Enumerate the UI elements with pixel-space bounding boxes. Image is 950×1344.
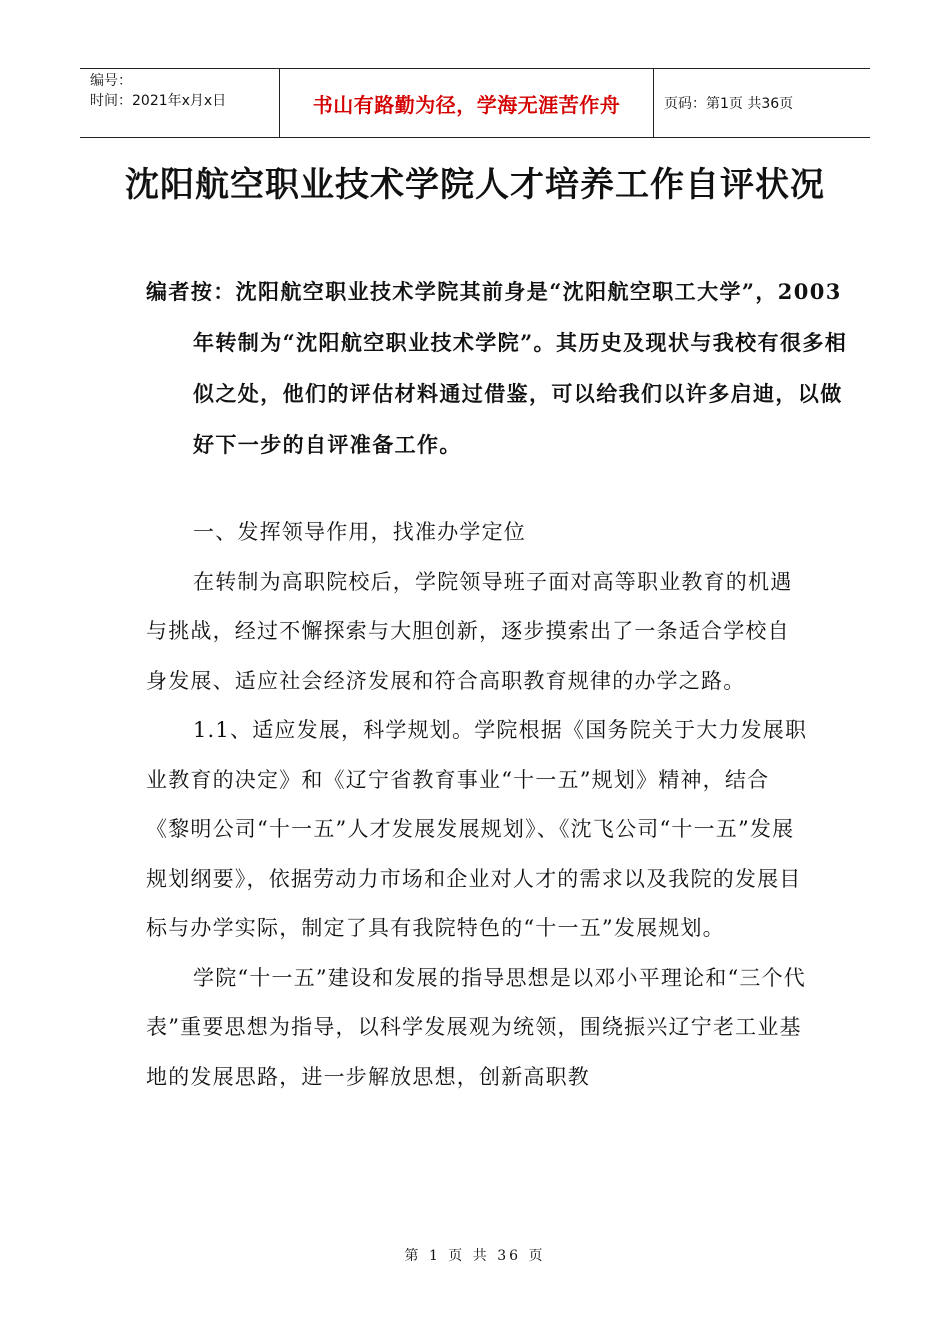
header-motto: 书山有路勤为径，学海无涯苦作舟 [280,69,654,137]
document-header [80,68,870,138]
header-meta [80,69,280,137]
number-label: 编号： [90,73,132,89]
page-footer: 第 1 页 共 36 页 [404,1248,546,1264]
section-1 [146,508,808,1102]
paragraph: 1.1、适应发展，科学规划。学院根据《国务院关于大力发展职业教育的决定》和《辽宁省教育事业“十一五”规划》精神，结合《黎明公司“十一五”人才发展发展规划》、《沈飞公司“十一五”发展规划纲要》，依据劳动力市场和企业对人才的需求以及我院的发展目标与办学实际，制定了具有我院特色的“十一五”发展规划。 [146,718,808,940]
paragraph: 在转制为高职院校后，学院领导班子面对高等职业教育的机遇与挑战，经过不懈探索与大胆创新，逐步摸索出了一条适合学校自身发展、适应社会经济发展和符合高职教育规律的办学之路。 [146,569,793,693]
document-title: 沈阳航空职业技术学院人才培养工作自评状况 [125,165,825,205]
header-page-info: 页码：第1页 共36页 [664,96,794,112]
time-label: 时间：2021年x月x日 [90,93,227,109]
paragraph: 学院“十一五”建设和发展的指导思想是以邓小平理论和“三个代表”重要思想为指导，以科学发展观为统领，围绕振兴辽宁老工业基地的发展思路，进一步解放思想，创新高职教 [146,965,807,1089]
section-heading: 一、发挥领导作用，找准办学定位 [193,520,526,544]
editor-note: 编者按：沈阳航空职业技术学院其前身是“沈阳航空职工大学”，2003年转制为“沈阳航空职业技术学院”。其历史及现状与我校有很多相似之处，他们的评估材料通过借鉴，可以给我们以许多启迪，以做好下一步的自评准备工作。 [146,279,848,457]
